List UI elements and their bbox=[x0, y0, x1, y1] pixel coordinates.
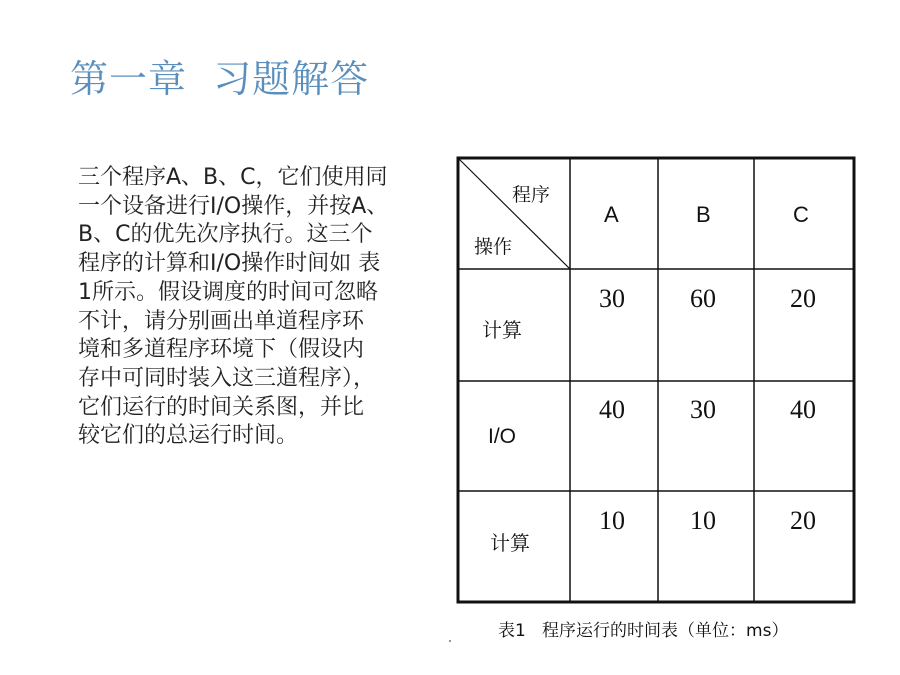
cell-r2-a: 40 bbox=[599, 395, 625, 424]
cell-r1-c: 20 bbox=[790, 284, 816, 313]
cell-r3-a: 10 bbox=[599, 506, 625, 535]
corner-label-operation: 操作 bbox=[474, 236, 513, 258]
row-label-compute-1: 计算 bbox=[482, 318, 522, 342]
corner-label-program: 程序 bbox=[512, 184, 551, 206]
decorative-dot bbox=[449, 640, 451, 642]
cell-r3-b: 10 bbox=[690, 506, 716, 535]
row-label-io: I/O bbox=[488, 425, 517, 448]
column-header-b: B bbox=[696, 202, 711, 227]
row-label-compute-2: 计算 bbox=[490, 531, 530, 555]
slide-title: 第一章 习题解答 bbox=[70, 57, 370, 101]
column-header-c: C bbox=[793, 202, 809, 227]
cell-r2-c: 40 bbox=[790, 395, 816, 424]
cell-r3-c: 20 bbox=[790, 506, 816, 535]
problem-text: 三个程序A、B、C，它们使用同 一个设备进行I/O操作，并按A、 B、C的优先次序执行。这三个 程序的计算和I/O操作时间如 表 1所示。假设调度的时间可忽略 不计，请分别画出单道程序环 境和多道程序环境下（假设内 存中可同时装入这三道程序）， 它们运行的时间关系图，并比 较它们的总运行时间。 bbox=[78, 165, 389, 449]
column-header-a: A bbox=[604, 202, 619, 227]
table-caption: 表1 程序运行的时间表（单位：ms） bbox=[498, 621, 789, 641]
cell-r1-a: 30 bbox=[599, 284, 625, 313]
cell-r1-b: 60 bbox=[690, 284, 716, 313]
process-time-table bbox=[456, 156, 856, 604]
cell-r2-b: 30 bbox=[690, 395, 716, 424]
